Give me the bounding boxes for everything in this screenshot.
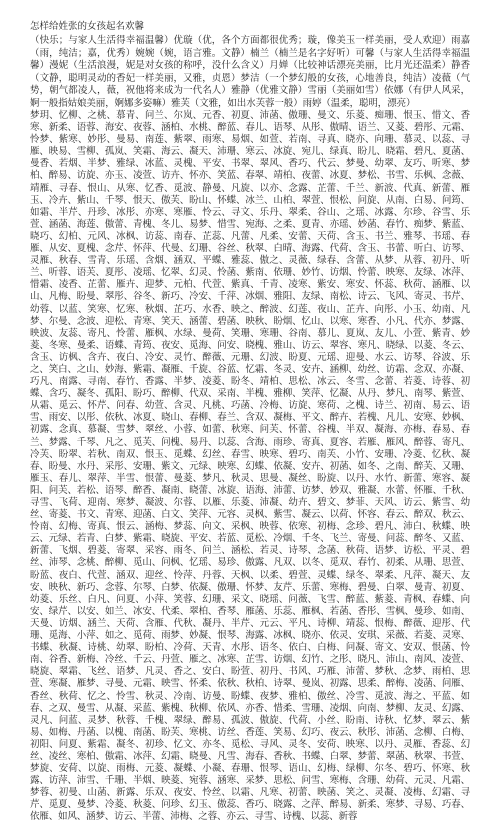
names-list: 梦玥、忆柳、之桃、慕青、问兰、尔岚、元香、初夏、沛菡、傲珊、曼文、乐菱、痴珊、恨玉、惜文、香寒、新柔、语蓉、海安、夜蓉、涵柏、水桃、醉蓝、春儿、语琴、从彤、傲晴、语兰、又菱、碧彤、元霜、怜梦、紫寒、妙彤、曼易、南莲、紫翠、雨寒、易烟、如萱、若南、寻真、晓亦、向珊、慕灵、以蕊、寻雁、映易、雪柳、孤岚、笑霜、海云、凝天、沛珊、寒云、冰旋、宛儿、绿真、盼儿、晓霜、碧凡、夏菡、曼香、若烟、半梦、雅绿、冰蓝、灵槐、平安、书翠、翠风、香巧、代云、梦曼、幼翠、友巧、听寒、梦柏、醉易、访旋、亦玉、凌萱、访卉、怀亦、笑蓝、春翠、靖柏、夜蕾、冰夏、梦松、书雪、乐枫、念薇、靖雁、寻春、恨山、从寒、忆香、觅波、静曼、凡旋、以亦、念露、芷蕾、千兰、新波、代真、新蕾、雁玉、冷卉、紫山、千琴、恨天、傲芙、盼山、怀蝶、冰兰、山柏、翠萱、恨松、问旋、从南、白易、问筠、如霜、半芹、丹珍、冰彤、亦寒、寒雁、怜云、寻文、乐丹、翠柔、谷山、之瑶、冰露、尔珍、谷雪、乐萱、涵菡、海莲、傲蕾、青槐、冬儿、易梦、惜雪、宛海、之柔、夏青、亦瑶、妙菡、春竹、痴梦、紫蓝、晓巧、幻柏、元风、冰枫、访蕊、南春、芷蕊、凡蕾、凡柔、安蕾、天荷、含玉、书兰、雅琴、书瑶、春雁、从安、夏槐、念芹、怀萍、代曼、幻珊、谷丝、秋翠、白晴、海露、代荷、含玉、书蕾、听白、访琴、灵雁、秋春、雪青、乐瑶、含烟、涵双、平蝶、雅蕊、傲之、灵薇、绿春、含蕾、从梦、从蓉、初丹、听兰、听蓉、语芙、夏彤、凌瑶、忆翠、幻灵、怜菡、紫南、依珊、妙竹、访烟、怜蕾、映寒、友绿、冰萍、惜霜、凌香、芷蕾、雁卉、迎梦、元柏、代萱、紫真、千青、凌寒、紫安、寒安、怀蕊、秋荷、涵雁、以山、凡梅、盼曼、翠彤、谷冬、新巧、冷安、千萍、冰烟、雅阳、友绿、南松、诗云、飞风、寄灵、书芹、幼蓉、以蓝、笑寒、忆寒、秋烟、芷巧、水香、映之、醉波、幻莲、夜山、芷卉、向彤、小玉、幼南、凡梦、尔曼、念波、迎松、青寒、笑天、涵蕾、碧菡、映秋、盼烟、忆山、以寒、寒香、小凡、代亦、梦露、映波、友蕊、寄凡、怜蕾、雁枫、水绿、曼荷、笑珊、寒珊、谷南、慕儿、夏岚、友儿、小萱、紫青、妙菱、冬寒、曼柔、语蝶、青筠、夜安、觅海、问安、晓槐、雅山、访云、翠容、寒凡、晓绿、以菱、冬云、含玉、访枫、含卉、夜白、冷安、灵竹、醉薇、元珊、幻波、盼夏、元瑶、迎曼、水云、访琴、谷波、乐之、笑白、之山、妙海、紫霜、凝雁、千旋、谷蓝、忆霜、冬灵、安卉、涵柳、幼丝、访霜、念双、亦凝、巧凡、南露、寻南、春竹、香露、半梦、凌菱、盼冬、靖柏、思松、冰云、冬雪、念蕾、若菱、诗蓉、初蝶、含巧、凝冬、孤阳、盼巧、醉柳、代双、采南、半槐、雅柳、笑萍、忆凝、从丹、梦凡、南琴、紫萱、从霜、觅云、怀芹、问春、幼萱、含灵、凡桃、巧菡、冷梅、访旋、寒荷、之槐、诗兰、初南、易云、语雪、雨安、以彤、依秋、冰夏、晓山、春柳、春兰、含双、凝梅、平文、醉卉、若槐、凡儿、安寒、妙枫、初露、念真、慕凝、雪梦、翠丝、小蓉、如蕾、秋寒、问芙、怀蕾、谷槐、半双、凝海、亦梅、春易、春兰、梦露、千琴、凡之、觅芙、问槐、易丹、以蕊、含海、雨珍、寄真、夏容、若雁、雁风、醉蓉、寄凡、冷芙、盼翠、若秋、南双、恨玉、觅蝶、幻丝、春雪、映寒、碧巧、南芙、小竹、安珊、冷菱、忆秋、凝春、盼曼、水丹、采彤、安珊、紫文、元绿、映寒、幻蝶、依凝、安卉、初菡、如冬、之南、醉芙、又珊、雁玉、春儿、翠萍、半雪、恨蕾、曼菱、梦凡、秋灵、思曼、凝丝、盼旋、以丹、水竹、新蕾、寒容、凝阳、问芙、若松、语琴、醉香、凝南、晓蕾、冰旋、语海、沛蕾、访梦、妙双、雅凝、水蕾、怀雁、千秋、寻雪、飞荷、迎南、寒梦、凝波、尔蓉、以雁、乐菱、沛凝、幼卉、碧文、梦菲、天风、访云、紫雪、幼丝、寄菱、书文、青寒、迎菡、白文、笑萍、元容、灵枫、紫雪、凝云、以荷、怀容、春云、醉双、秋云、怜南、幻梅、寄真、恨云、涵梅、梦蕊、向文、采枫、映蓉、依寒、初梅、念珍、碧凡、沛白、秋蝶、映云、元绿、若青、白梦、紫霜、晓旋、平安、若蓝、觅松、冷烟、千冬、飞兰、寄曼、问蕊、醉冬、又蓝、新蕾、飞烟、碧菱、寄翠、采容、雨冬、问兰、涵松、若灵、诗琴、念菡、秋荷、语梦、访松、平灵、碧丝、沛琴、念桃、醉柳、觅山、问枫、忆瑶、易珍、傲露、凡双、以冬、觅双、春竹、初柔、从珊、思萱、盼蓝、夜白、代萱、涵双、迎丝、怜萍、丹蓉、天枫、以柔、碧萱、灵蝶、绿冬、翠柔、凡萍、凝天、友安、映秋、新巧、念蓉、尔琴、白梦、依凝、傲珊、怀梦、友芹、乐蕾、寒梅、碧曼、白翠、曼青、初夏、幼菱、乐丝、白凡、问夏、小萍、笑蓉、幻珊、采文、晓瑶、问薇、飞雪、醉蓝、紫菱、青枫、春蝶、向安、绿芹、以安、如兰、冰安、代柔、翠柏、香琴、雁菡、乐蕊、雁枫、若菡、香彤、雪枫、曼珍、如南、天曼、访烟、涵兰、天荷、含雁、代秋、凝丹、半芹、元云、平凡、诗柳、靖蕊、恨梅、醉薇、迎彤、代珊、觅海、小萍、如之、觅荷、雨梦、妙凝、恨琴、海露、冰枫、晓亦、依灵、安琪、采薇、若菱、灵寒、书蝶、秋凝、诗桃、幼翠、盼柏、冷荷、天青、水彤、语冬、依白、白梅、问凝、寄文、安双、恨菡、怜南、谷香、新梅、冷丝、千云、丹萱、雁之、冰寒、芷雪、访烟、幻竹、之彤、晓凡、沛山、南风、凌萱、晓旋、翠霜、飞丝、语梦、凡灵、香之、安白、盼萱、初丹、书风、巧雁、沛蕾、梦秋、念梦、雨柏、思萱、寒凝、雁梦、寻曼、元霜、映雪、怀柔、依秋、秋柏、诗翠、曼岚、初露、思柔、醉梅、凌菡、问雁、香丝、秋荷、忆之、怜雪、秋灵、冷南、访曼、盼蝶、夜梦、雅柏、傲丝、冷雪、觅波、海之、平蓝、如春、之双、曼雪、从凝、采蓝、紫槐、秋柳、依风、亦香、惜柔、雪珊、凌烟、向南、梦柳、友灵、幻露、灵凡、问蓝、灵梦、秋蓉、千槐、翠绿、醉易、孤波、傲旋、代荷、小丝、盼南、诗秋、忆梦、翠云、紫易、如梅、丹菡、以槐、南菡、盼芙、寒桃、访丝、香莲、笑易、幻巧、夜云、秋彤、沛菡、念柳、白梅、初阳、问夏、紫霜、凝冬、初珍、忆文、亦冬、觅松、寻风、灵冬、安荷、映寒、以丹、灵雁、香蕊、幻丝、凌丝、寒柏、傲霜、冰萍、幻霜、晓曼、凡雪、海春、香秋、书蝶、白翠、梦蕾、翠菡、秋翠、书萱、梦旋、安荷、以旋、雨梅、元菱、凝蝶、小凝、春珊、恨琴、语山、幻梅、绿柳、尔冬、碧巧、怀寒、秋露、访萍、沛雪、千珊、半烟、映菱、宛蓉、涵寒、采梦、思松、问雪、寒梅、含珊、幼荷、元灵、凡霜、梦蓉、初曼、山菡、新露、乐双、夜安、怜丝、以霜、凡寒、初蕾、映菡、笑之、灵凝、凌梅、幻霜、寻芹、觅夏、曼梦、冷菱、秋菱、问珍、幻玉、傲蕊、香巧、晓露、之萍、醉易、新柔、寒梦、寻易、巧春、依雁、如风、涵梦、访云、半蕾、沛梅、之蓉、亦云、寻雪、诗槐、以蕊、新蓉: [30, 110, 470, 823]
intro-paragraph: （快乐；与家人生活得幸福温馨）优璇（优，各个方面都很优秀；璇，像美玉一样美丽，受人欢迎）雨嘉（雨，纯洁；嘉，优秀）婉婉（婉，语言雅。文静）楠兰（楠兰是名字好听）可馨（与家人生活得幸福温馨）漫妮（生活浪漫，妮是对女孩的称呼，没什么含义）月婵（比较神话漂亮美丽，比月光还温柔）静香（文静，聪明灵动的香妃一样美丽，又雅，贞恩）梦洁（一个梦幻般的女孩，心地善良，纯洁）凌薇（气势，朝气都凌人，薇，祝他将来成为一代名人）雅静（优雅文静）雪丽（美丽如雪）依娜（有伊人风采，婀一般指姑娘美丽，婀娜多姿嘛）雅芙（文雅，如出水芙蓉一般）雨婷（温柔，聪明，漂亮）: [30, 35, 470, 109]
document-title: 怎样给姓张的女孩起名欢馨: [30, 21, 145, 32]
